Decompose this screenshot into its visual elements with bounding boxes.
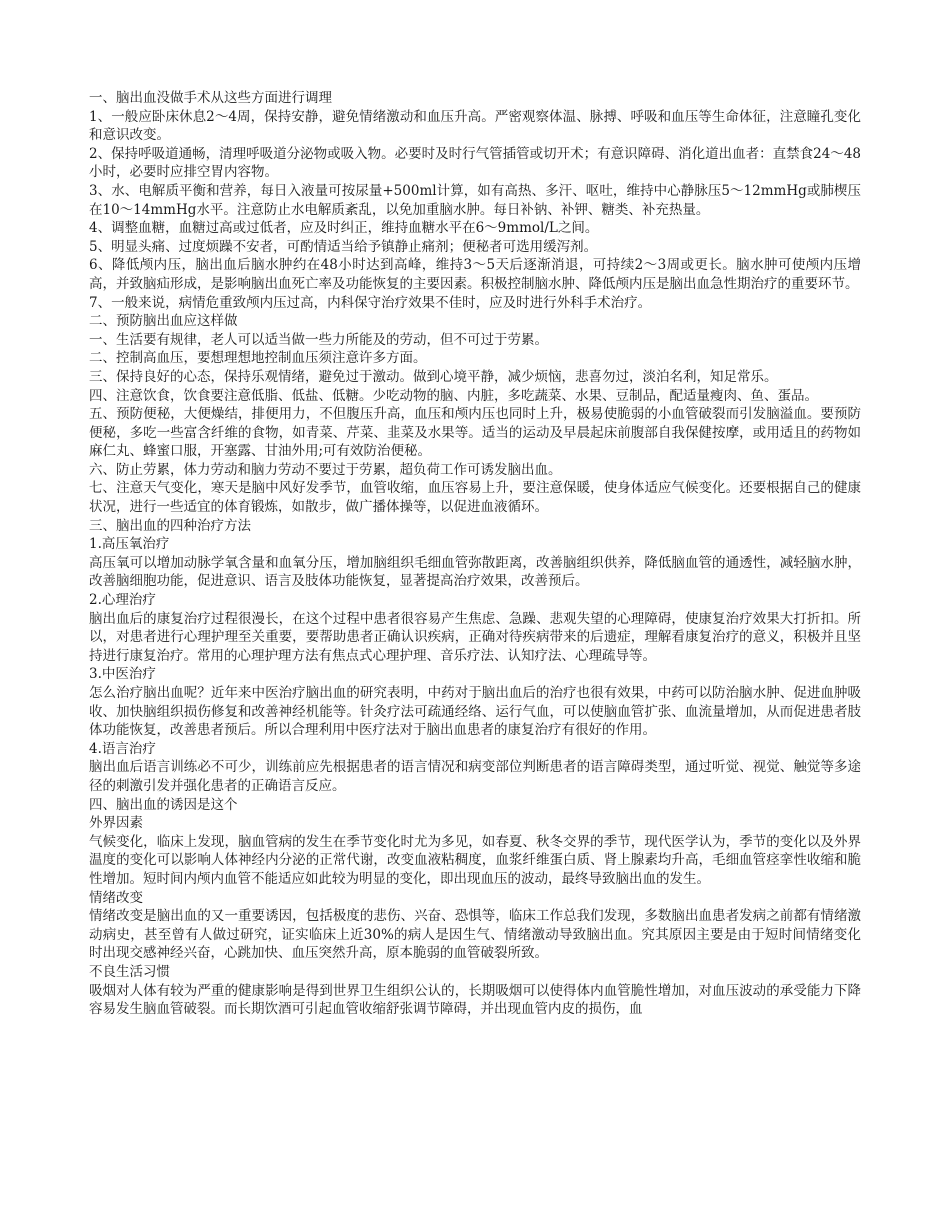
subsection-heading: 1.高压氧治疗 (89, 536, 170, 553)
paragraph: 五、预防便秘，大便燥结，排便用力，不但腹压升高，血压和颅内压也同时上升，极易使脆弱的小血管破裂而引发脑溢血。要预防便秘，多吃一些富含纤维的食物，如青菜、芹菜、韭菜及水果等。适当的运动及早晨起床前腹部自我保健按摩，或用适且的药物如麻仁丸、蜂蜜口服，开塞露、甘油外用;可有效防治便秘。 (89, 406, 861, 460)
paragraph: 1、一般应卧床休息2～4周，保持安静，避免情绪激动和血压升高。严密观察体温、脉搏、呼吸和血压等生命体征，注意瞳孔变化和意识改变。 (89, 108, 861, 144)
paragraph: 脑出血后的康复治疗过程很漫长，在这个过程中患者很容易产生焦虑、急躁、悲观失望的心理障碍，使康复治疗效果大打折扣。所以，对患者进行心理护理至关重要，要帮助患者正确认识疾病，正确对待疾病带来的后遗症，理解看康复治疗的意义，积极并且坚持进行康复治疗。常用的心理护理方法有焦点式心理护理、音乐疗法、认知疗法、心理疏导等。 (89, 610, 861, 664)
paragraph: 一、生活要有规律，老人可以适当做一些力所能及的劳动，但不可过于劳累。 (89, 331, 548, 348)
subsection-heading: 3.中医治疗 (89, 666, 156, 683)
paragraph: 怎么治疗脑出血呢？近年来中医治疗脑出血的研究表明，中药对于脑出血后的治疗也很有效果，中药可以防治脑水肿、促进血肿吸收、加快脑组织损伤修复和改善神经机能等。针灸疗法可疏通经络、运行气血，可以使脑血管扩张、血流量增加，从而促进患者肢体功能恢复，改善患者预后。所以合理利用中医疗法对于脑出血患者的康复治疗有很好的作用。 (89, 685, 861, 739)
document-body (89, 89, 861, 1019)
paragraph: 情绪改变是脑出血的又一重要诱因，包括极度的悲伤、兴奋、恐惧等，临床工作总我们发现，多数脑出血患者发病之前都有情绪激动病史，甚至曾有人做过研究，证实临床上近30%的病人是因生气、情绪激动导致脑出血。究其原因主要是由于短时间情绪变化时出现交感神经兴奋，心跳加快、血压突然升高，原本脆弱的血管破裂所致。 (89, 908, 861, 962)
paragraph: 7、一般来说，病情危重致颅内压过高，内科保守治疗效果不佳时，应及时进行外科手术治疗。 (89, 294, 652, 311)
paragraph: 七、注意天气变化，寒天是脑中风好发季节，血管收缩，血压容易上升，要注意保暖，使身体适应气候变化。还要根据自己的健康状况，进行一些适宜的体育锻炼，如散步，做广播体操等，以促进血液循环。 (89, 480, 861, 516)
subsection-heading: 外界因素 (89, 815, 143, 832)
paragraph: 四、注意饮食，饮食要注意低脂、低盐、低糖。少吃动物的脑、内脏，多吃蔬菜、水果、豆制品，配适量瘦肉、鱼、蛋品。 (89, 387, 818, 404)
paragraph: 吸烟对人体有较为严重的健康影响是得到世界卫生组织公认的，长期吸烟可以使得体内血管脆性增加，对血压波动的承受能力下降容易发生脑血管破裂。而长期饮酒可引起血管收缩舒张调节障碍，并出现血管内皮的损伤，血 (89, 982, 861, 1018)
section-heading: 三、脑出血的四种治疗方法 (89, 517, 251, 534)
paragraph: 高压氧可以增加动脉学氧含量和血氧分压，增加脑组织毛细血管弥散距离，改善脑组织供养，降低脑血管的通透性，减轻脑水肿，改善脑细胞功能，促进意识、语言及肢体功能恢复，显著提高治疗效果，改善预后。 (89, 554, 861, 590)
paragraph: 6、降低颅内压，脑出血后脑水肿约在48小时达到高峰，维持3～5天后逐渐消退，可持续2～3周或更长。脑水肿可使颅内压增高，并致脑疝形成，是影响脑出血死亡率及功能恢复的主要因素。积极控制脑水肿、降低颅内压是脑出血急性期治疗的重要环节。 (89, 257, 861, 292)
subsection-heading: 2.心理治疗 (89, 592, 156, 609)
paragraph: 二、控制高血压，要想理想地控制血压须注意许多方面。 (89, 350, 427, 367)
section-heading: 四、脑出血的诱因是这个 (89, 796, 238, 813)
paragraph: 气候变化，临床上发现，脑血管病的发生在季节变化时尤为多见，如春夏、秋冬交界的季节，现代医学认为，季节的变化以及外界温度的变化可以影响人体神经内分泌的正常代谢，改变血液粘稠度，血浆纤维蛋白质、肾上腺素均升高，毛细血管痉挛性收缩和脆性增加。短时间内颅内血管不能适应如此较为明显的变化，即出现血压的波动，最终导致脑出血的发生。 (89, 833, 861, 887)
paragraph: 5、明显头痛、过度烦躁不安者，可酌情适当给予镇静止痛剂；便秘者可选用缓泻剂。 (89, 238, 598, 255)
section-heading: 一、脑出血没做手术从这些方面进行调理 (89, 90, 332, 106)
subsection-heading: 不良生活习惯 (89, 963, 170, 980)
paragraph: 三、保持良好的心态，保持乐观情绪，避免过于激动。做到心境平静，减少烦恼，悲喜勿过，淡泊名利，知足常乐。 (89, 368, 778, 385)
section-heading: 二、预防脑出血应这样做 (89, 313, 238, 330)
subsection-heading: 4.语言治疗 (89, 740, 156, 757)
paragraph: 3、水、电解质平衡和营养，每日入液量可按尿量+500ml计算，如有高热、多汗、呕吐，维持中心静脉压5～12mmHg或肺楔压在10～14mmHg水平。注意防止水电解质紊乱，以免加重脑水肿。每日补钠、补钾、糖类、补充热量。 (89, 182, 861, 218)
paragraph: 六、防止劳累，体力劳动和脑力劳动不要过于劳累，超负荷工作可诱发脑出血。 (89, 461, 562, 478)
paragraph: 2、保持呼吸道通畅，清理呼吸道分泌物或吸入物。必要时及时行气管插管或切开术；有意识障碍、消化道出血者：直禁食24～48小时，必要时应排空胃内容物。 (89, 145, 861, 181)
paragraph: 脑出血后语言训练必不可少，训练前应先根据患者的语言情况和病变部位判断患者的语言障碍类型，通过听觉、视觉、触觉等多途径的刺激引发并强化患者的正确语言反应。 (89, 759, 861, 794)
subsection-heading: 情绪改变 (89, 889, 143, 906)
paragraph: 4、调整血糖，血糖过高或过低者，应及时纠正，维持血糖水平在6～9mmol/L之间。 (89, 220, 599, 237)
